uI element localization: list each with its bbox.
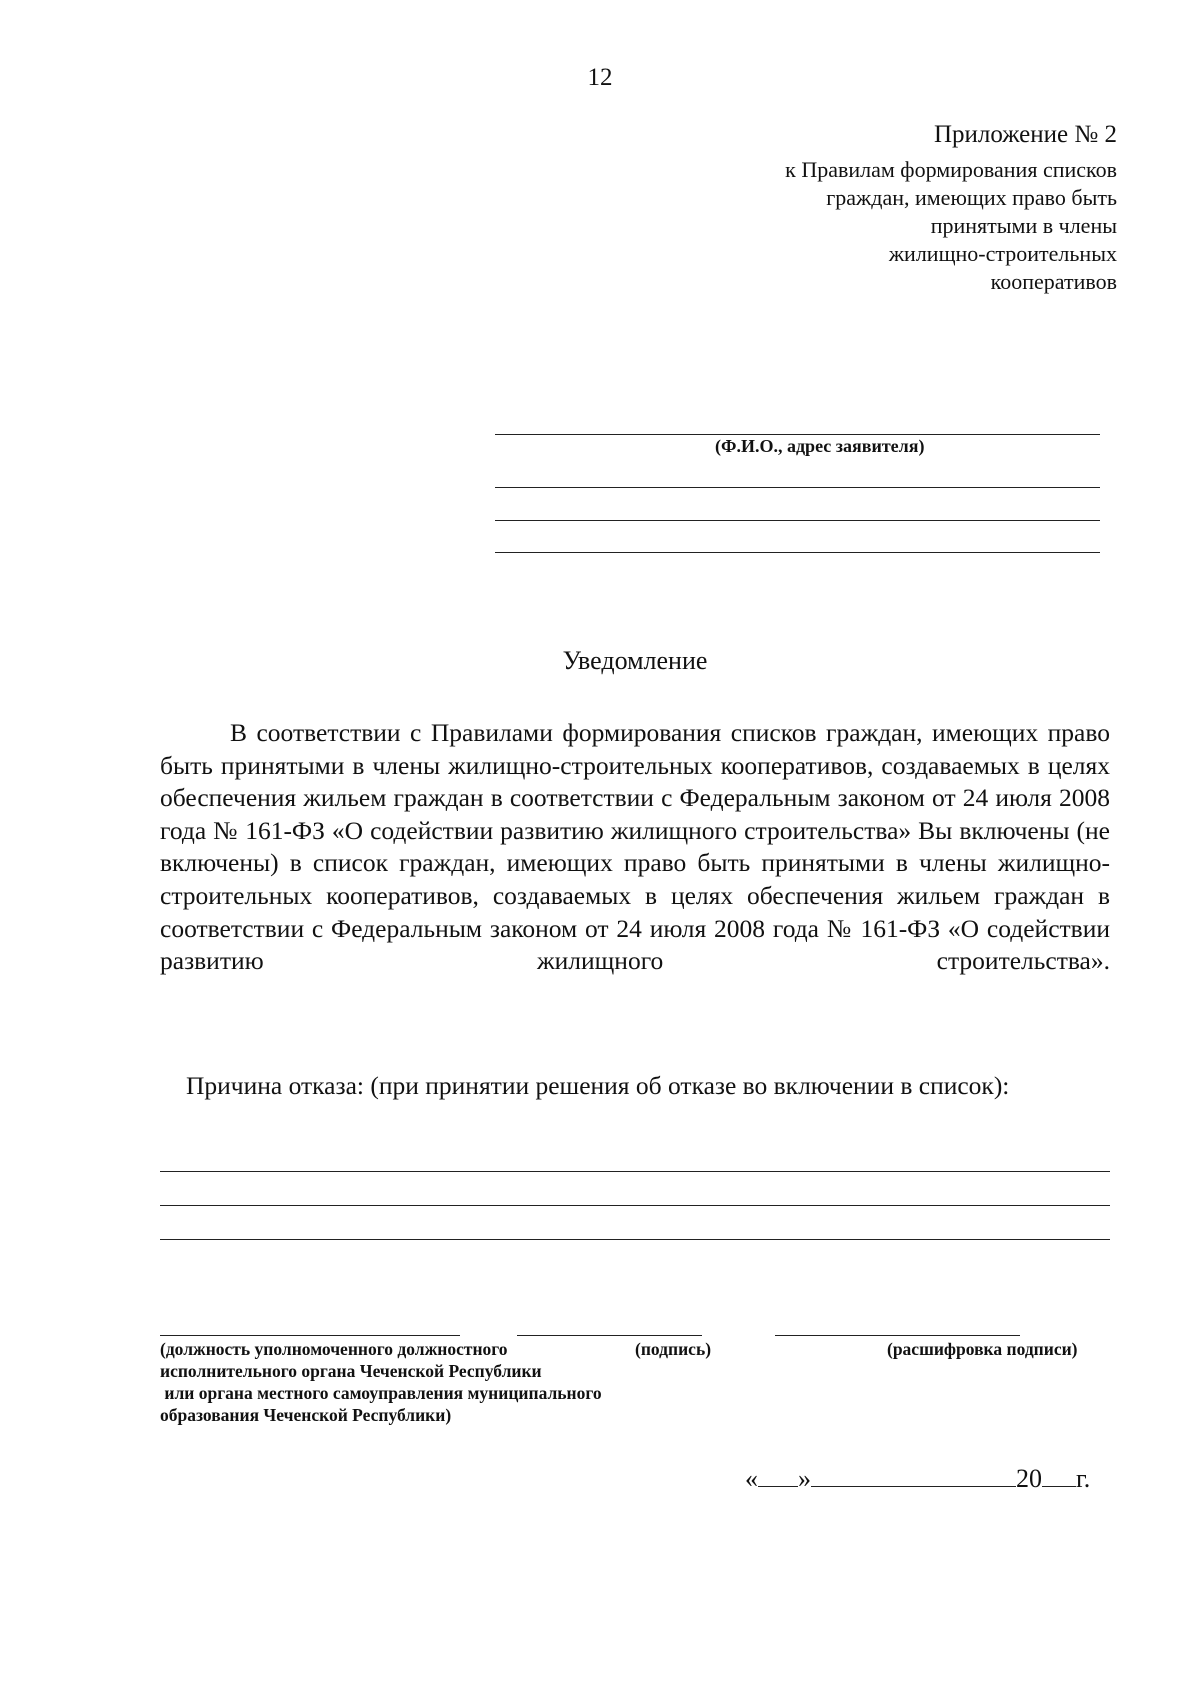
appendix-title: Приложение № 2 [933, 121, 1117, 148]
date-open-quote: « [745, 1464, 758, 1493]
date-year-prefix: 20 [1016, 1464, 1042, 1493]
refusal-reason-line-2[interactable] [160, 1205, 1110, 1206]
decryption-line[interactable] [775, 1335, 1020, 1336]
position-caption-line: или органа местного самоуправления муниципального [160, 1383, 602, 1403]
applicant-address-line-1[interactable] [495, 487, 1100, 488]
date-day-blank[interactable] [758, 1464, 798, 1487]
appendix-subtitle-line: к Правилам формирования списков [785, 157, 1117, 182]
page-number: 12 [587, 64, 613, 91]
applicant-address-line-3[interactable] [495, 552, 1100, 553]
position-line[interactable] [160, 1335, 460, 1336]
date-close-quote: » [798, 1464, 811, 1493]
position-caption-line: (должность уполномоченного должностного [160, 1339, 508, 1359]
applicant-name-line[interactable] [495, 434, 1100, 435]
date-year-blank[interactable] [1042, 1464, 1076, 1487]
appendix-subtitle [785, 156, 1117, 296]
signature-caption: (подпись) [635, 1339, 712, 1359]
refusal-reason-line-1[interactable] [160, 1171, 1110, 1172]
decryption-caption: (расшифровка подписи) [887, 1339, 1078, 1359]
signature-line[interactable] [517, 1335, 702, 1336]
appendix-subtitle-line: граждан, имеющих право быть [826, 185, 1117, 210]
refusal-reason-label: Причина отказа: (при принятии решения об отказе во включении в список): [186, 1071, 1010, 1100]
date-month-blank[interactable] [811, 1464, 1016, 1487]
date-field [745, 1464, 1090, 1494]
applicant-address-line-2[interactable] [495, 520, 1100, 521]
date-year-suffix: г. [1076, 1464, 1091, 1493]
position-caption-line: образования Чеченской Республики) [160, 1405, 452, 1425]
notice-body: В соответствии с Правилами формирования списков граждан, имеющих право быть принятыми в члены жилищно-строительных кооперативов, создаваемых в целях обеспечения жильем граждан в соответствии с Федеральным законом от 24 июля 2008 года № 161-ФЗ «О содействии развитию жилищного строительства» Вы включены (не включены) в список граждан, имеющих право быть принятыми в члены жилищно-строительных кооперативов, создаваемых в целях обеспечения жильем граждан в соответствии с Федеральным законом от 24 июля 2008 года № 161-ФЗ «О содействии развитию жилищного строительства». [160, 718, 1110, 976]
refusal-reason-line-3[interactable] [160, 1239, 1110, 1240]
appendix-subtitle-line: принятыми в члены [930, 213, 1117, 238]
notice-title: Уведомление [562, 646, 708, 675]
position-caption [160, 1338, 602, 1426]
appendix-subtitle-line: жилищно-строительных [888, 241, 1117, 266]
applicant-caption: (Ф.И.О., адрес заявителя) [715, 436, 925, 456]
appendix-subtitle-line: кооперативов [990, 269, 1117, 294]
position-caption-line: исполнительного органа Чеченской Республики [160, 1361, 542, 1381]
